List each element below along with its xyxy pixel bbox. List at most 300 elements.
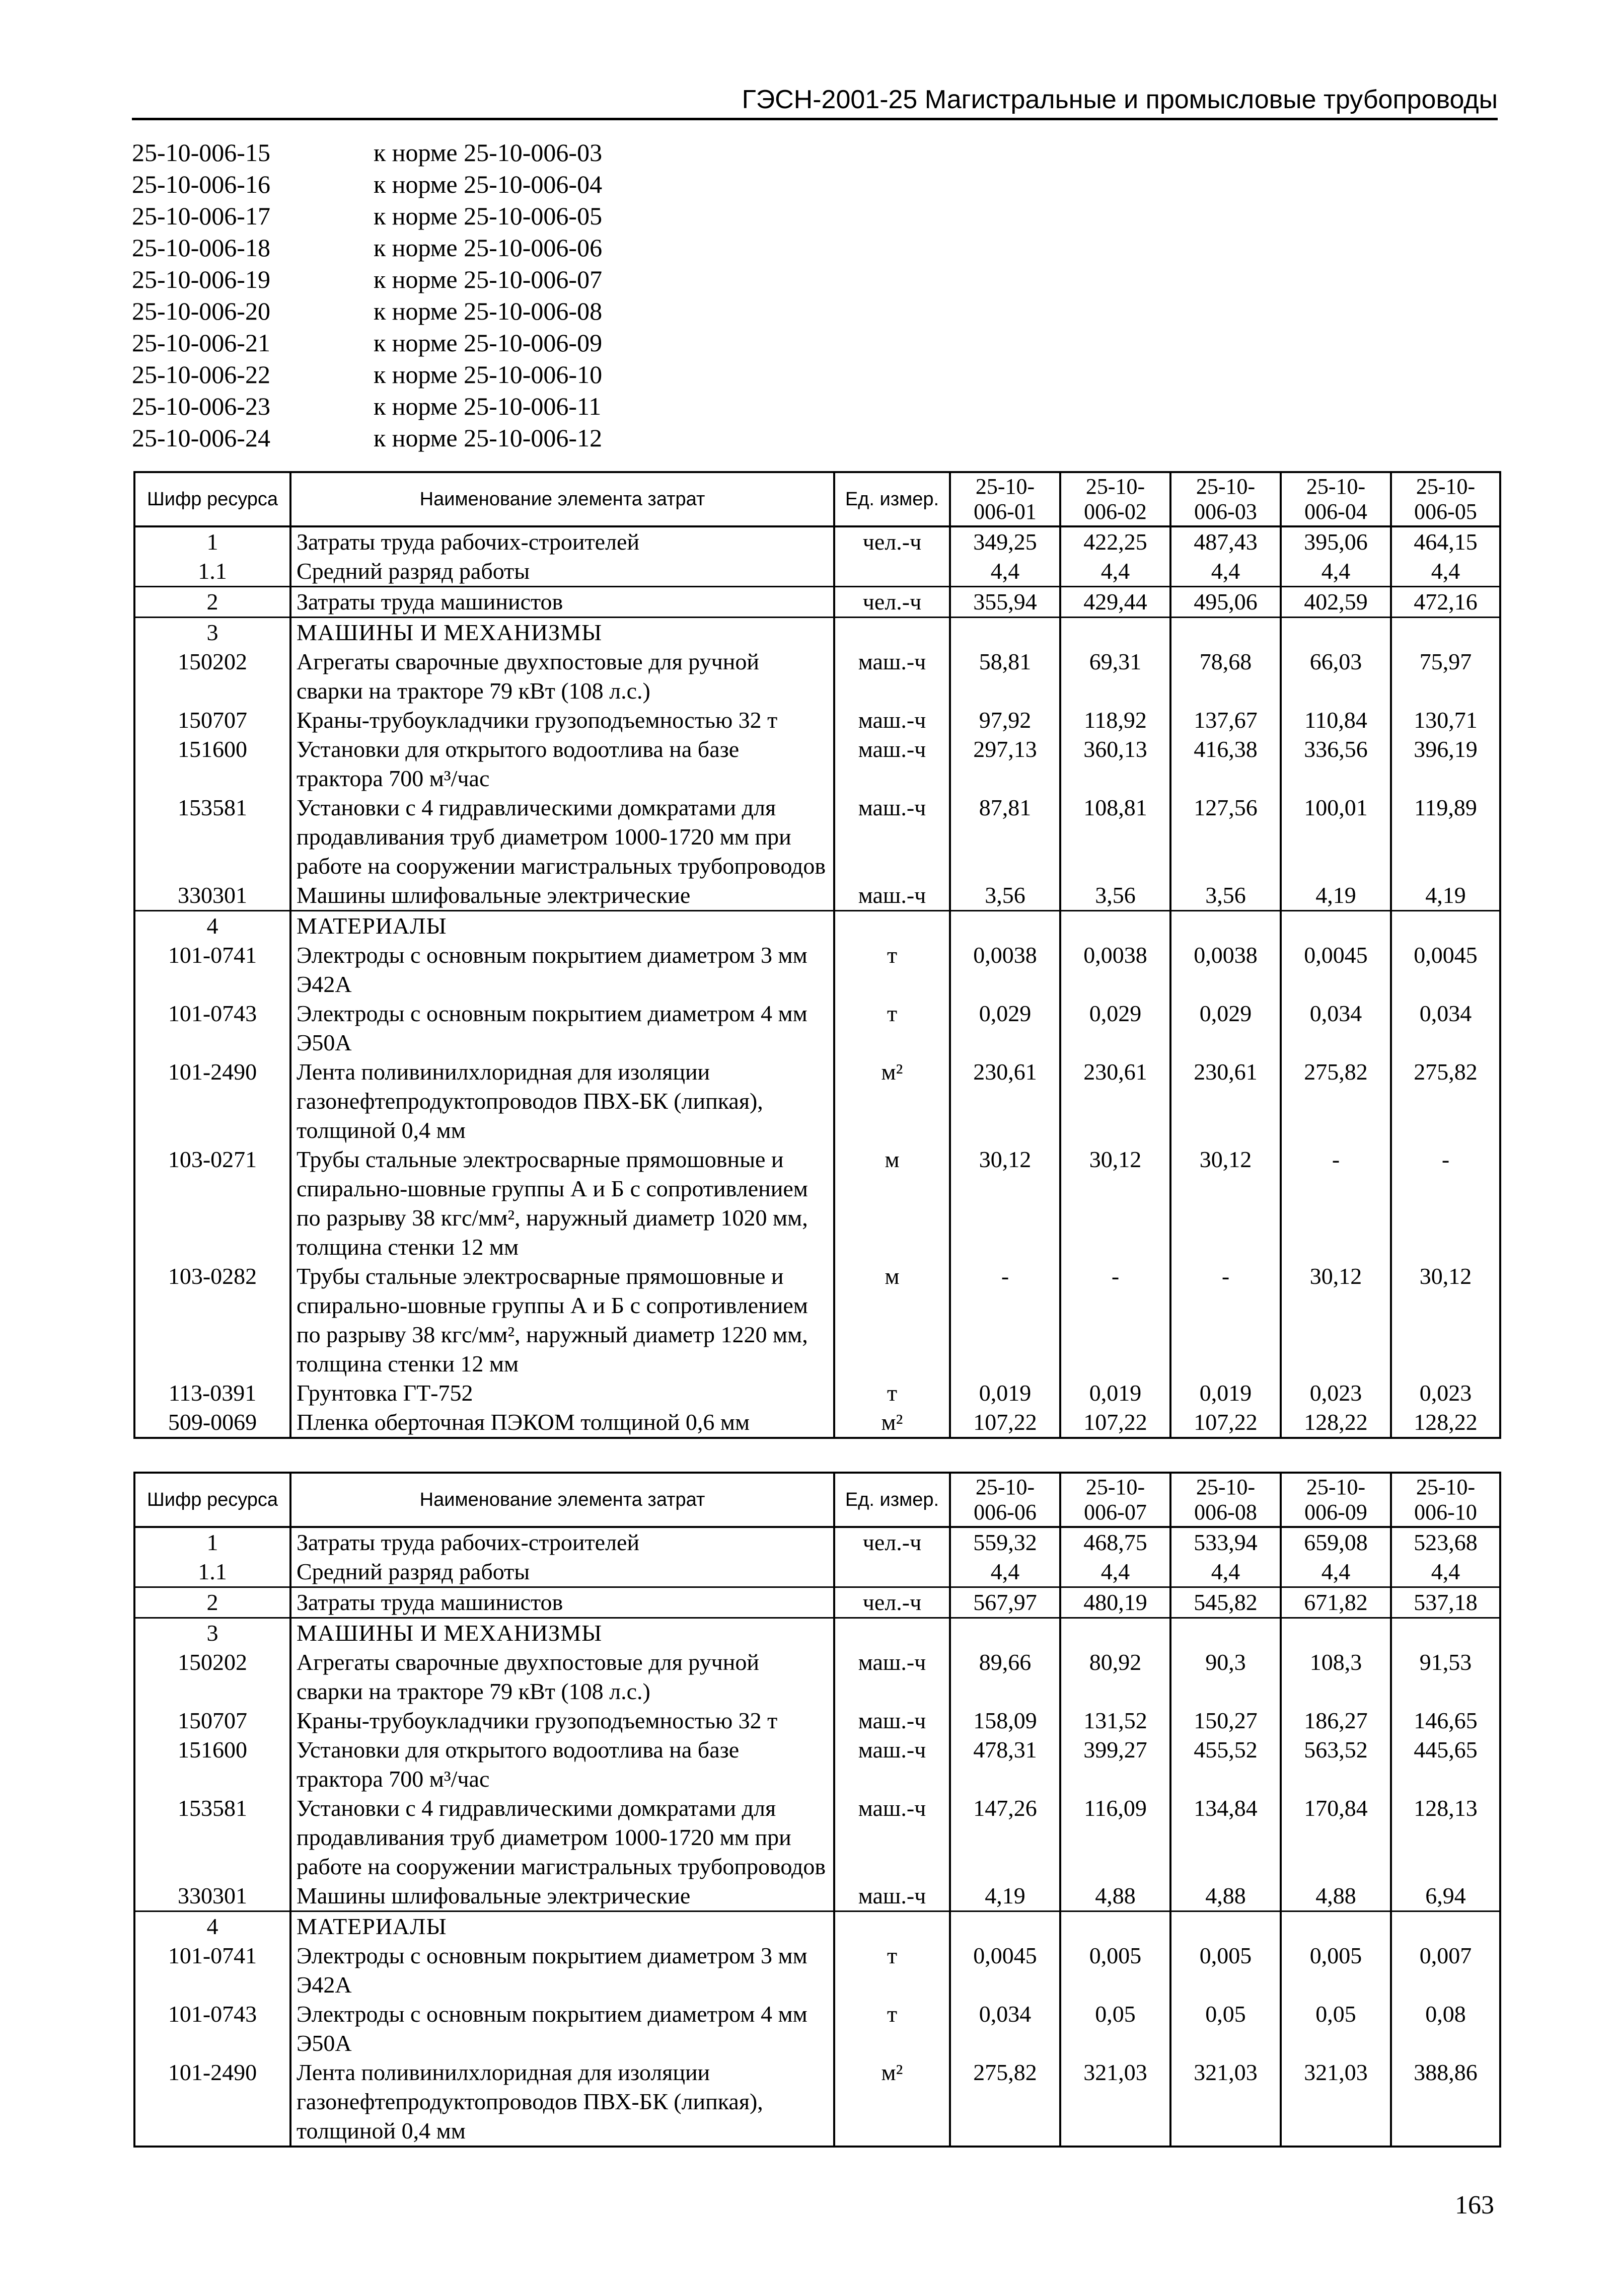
cost-element-name: Грунтовка ГТ-752: [290, 1379, 834, 1408]
table-row: [134, 941, 1500, 999]
value-cell: 230,61: [950, 1057, 1060, 1145]
ref-row: [132, 169, 602, 200]
value-cell: 4,19: [950, 1881, 1060, 1911]
value-cell: [950, 911, 1060, 941]
resource-code: 330301: [134, 881, 290, 911]
value-cell: 396,19: [1391, 735, 1500, 793]
value-cell: 147,26: [950, 1794, 1060, 1881]
value-cell: 4,88: [1170, 1881, 1281, 1911]
value-cell: 3,56: [1060, 881, 1170, 911]
resource-code: 153581: [134, 793, 290, 881]
value-cell: 0,0038: [1170, 941, 1281, 999]
value-cell: 355,94: [950, 587, 1060, 618]
ref-row: [132, 359, 602, 391]
cost-element-name: Агрегаты сварочные двухпостовые для ручной сварки на тракторе 79 кВт (108 л.с.): [290, 647, 834, 706]
ref-row: [132, 137, 602, 169]
value-cell: 0,0045: [1391, 941, 1500, 999]
value-cell: 321,03: [1060, 2058, 1170, 2147]
table-row: [134, 706, 1500, 735]
header-unit: Ед. измер.: [834, 472, 950, 526]
value-cell: 0,005: [1170, 1941, 1281, 2000]
value-cell: 563,52: [1281, 1735, 1391, 1794]
value-cell: 0,034: [950, 2000, 1060, 2058]
ref-norm: к норме 25-10-006-05: [374, 202, 603, 230]
norm-reference-list: [132, 137, 602, 454]
value-cell: 472,16: [1391, 587, 1500, 618]
value-cell: 275,82: [950, 2058, 1060, 2147]
value-cell: 523,68: [1391, 1527, 1500, 1557]
value-cell: 537,18: [1391, 1587, 1500, 1618]
cost-element-name: Краны-трубоукладчики грузоподъемностью 32 т: [290, 1706, 834, 1735]
ref-norm: к норме 25-10-006-11: [374, 392, 602, 420]
ref-norm: к норме 25-10-006-10: [374, 360, 603, 389]
resource-code: 103-0282: [134, 1262, 290, 1379]
header-norm-code: 25-10- 006-10: [1391, 1473, 1500, 1527]
value-cell: -: [950, 1262, 1060, 1379]
value-cell: 118,92: [1060, 706, 1170, 735]
value-cell: 4,4: [1281, 1557, 1391, 1587]
unit-cell: маш.-ч: [834, 1881, 950, 1911]
value-cell: 170,84: [1281, 1794, 1391, 1881]
value-cell: 4,88: [1281, 1881, 1391, 1911]
table-row: [134, 1557, 1500, 1587]
ref-norm: к норме 25-10-006-03: [374, 138, 603, 167]
value-cell: [1281, 911, 1391, 941]
resource-code: 1: [134, 526, 290, 557]
page-number: 163: [1455, 2191, 1494, 2220]
ref-code: 25-10-006-15: [132, 138, 270, 167]
table-row: [134, 587, 1500, 618]
value-cell: [1281, 618, 1391, 648]
value-cell: 30,12: [1281, 1262, 1391, 1379]
value-cell: 4,4: [1060, 1557, 1170, 1587]
value-cell: 0,019: [1060, 1379, 1170, 1408]
value-cell: 130,71: [1391, 706, 1500, 735]
value-cell: 495,06: [1170, 587, 1281, 618]
resource-code: 101-0743: [134, 999, 290, 1057]
value-cell: 128,13: [1391, 1794, 1500, 1881]
value-cell: 429,44: [1060, 587, 1170, 618]
value-cell: 0,05: [1060, 2000, 1170, 2058]
value-cell: 402,59: [1281, 587, 1391, 618]
cost-element-name: Установки с 4 гидравлическими домкратами для продавливания труб диаметром 1000-1720 мм при работе на сооружении магистральных трубопроводов: [290, 1794, 834, 1881]
value-cell: [1170, 618, 1281, 648]
section-row: [134, 1911, 1500, 1942]
value-cell: 336,56: [1281, 735, 1391, 793]
header-title: ГЭСН-2001-25 Магистральные и промысловые трубопроводы: [742, 85, 1498, 114]
section-row: [134, 1618, 1500, 1648]
value-cell: 0,005: [1281, 1941, 1391, 2000]
value-cell: 416,38: [1170, 735, 1281, 793]
value-cell: 0,007: [1391, 1941, 1500, 2000]
value-cell: 108,81: [1060, 793, 1170, 881]
value-cell: 0,029: [1170, 999, 1281, 1057]
section-row: [134, 911, 1500, 941]
ref-row: [132, 264, 602, 295]
table-row: [134, 793, 1500, 881]
table-header-row: [134, 472, 1500, 526]
table-row: [134, 999, 1500, 1057]
value-cell: 0,0038: [1060, 941, 1170, 999]
value-cell: 455,52: [1170, 1735, 1281, 1794]
cost-element-name: Затраты труда машинистов: [290, 587, 834, 618]
table-row: [134, 881, 1500, 911]
unit-cell: маш.-ч: [834, 706, 950, 735]
resource-code: 330301: [134, 1881, 290, 1911]
value-cell: 3,56: [950, 881, 1060, 911]
resource-code: 153581: [134, 1794, 290, 1881]
value-cell: 0,05: [1281, 2000, 1391, 2058]
unit-cell: маш.-ч: [834, 1648, 950, 1706]
ref-row: [132, 232, 602, 264]
resource-code: 2: [134, 1587, 290, 1618]
value-cell: 128,22: [1281, 1408, 1391, 1438]
cost-element-name: Установки для открытого водоотлива на базе трактора 700 м³/час: [290, 1735, 834, 1794]
value-cell: 567,97: [950, 1587, 1060, 1618]
ref-row: [132, 295, 602, 327]
value-cell: 0,019: [1170, 1379, 1281, 1408]
value-cell: 275,82: [1281, 1057, 1391, 1145]
section-title: МАШИНЫ И МЕХАНИЗМЫ: [290, 1618, 834, 1648]
value-cell: [1170, 1911, 1281, 1942]
value-cell: 134,84: [1170, 1794, 1281, 1881]
value-cell: 487,43: [1170, 526, 1281, 557]
ref-row: [132, 327, 602, 359]
resource-code: 101-0741: [134, 1941, 290, 2000]
cost-element-name: Лента поливинилхлоридная для изоляции газонефтепродуктопроводов ПВХ-БК (липкая), толщиной 0,4 мм: [290, 2058, 834, 2147]
cost-element-name: Затраты труда рабочих-строителей: [290, 526, 834, 557]
value-cell: 137,67: [1170, 706, 1281, 735]
value-cell: [1281, 1618, 1391, 1648]
table-row: [134, 2000, 1500, 2058]
table-row: [134, 1527, 1500, 1557]
value-cell: 0,029: [950, 999, 1060, 1057]
resource-code: 3: [134, 1618, 290, 1648]
value-cell: 4,4: [950, 1557, 1060, 1587]
value-cell: 150,27: [1170, 1706, 1281, 1735]
unit-cell: [834, 1557, 950, 1587]
value-cell: 659,08: [1281, 1527, 1391, 1557]
value-cell: 545,82: [1170, 1587, 1281, 1618]
table-row: [134, 1057, 1500, 1145]
value-cell: [950, 1618, 1060, 1648]
resource-code: 3: [134, 618, 290, 648]
cost-element-name: Затраты труда машинистов: [290, 1587, 834, 1618]
ref-row: [132, 422, 602, 454]
unit-cell: м: [834, 1262, 950, 1379]
value-cell: 108,3: [1281, 1648, 1391, 1706]
resource-code: 101-0741: [134, 941, 290, 999]
value-cell: [950, 1911, 1060, 1942]
value-cell: [1281, 1911, 1391, 1942]
value-cell: 480,19: [1060, 1587, 1170, 1618]
cost-element-name: Машины шлифовальные электрические: [290, 881, 834, 911]
value-cell: 399,27: [1060, 1735, 1170, 1794]
unit-cell: т: [834, 999, 950, 1057]
unit-cell: маш.-ч: [834, 1735, 950, 1794]
resource-code: 1: [134, 1527, 290, 1557]
value-cell: 90,3: [1170, 1648, 1281, 1706]
value-cell: -: [1170, 1262, 1281, 1379]
table-row: [134, 1379, 1500, 1408]
value-cell: 445,65: [1391, 1735, 1500, 1794]
value-cell: -: [1281, 1145, 1391, 1262]
value-cell: 6,94: [1391, 1881, 1500, 1911]
cost-element-name: Трубы стальные электросварные прямошовные и спирально-шовные группы А и Б с сопротивлением по разрыву 38 кгс/мм², наружный диаметр 1220 мм, толщина стенки 12 мм: [290, 1262, 834, 1379]
value-cell: 0,05: [1170, 2000, 1281, 2058]
header-norm-code: 25-10- 006-08: [1170, 1473, 1281, 1527]
ref-code: 25-10-006-19: [132, 265, 270, 293]
value-cell: [1060, 1911, 1170, 1942]
value-cell: 30,12: [1060, 1145, 1170, 1262]
value-cell: 110,84: [1281, 706, 1391, 735]
value-cell: 78,68: [1170, 647, 1281, 706]
value-cell: [1391, 1911, 1500, 1942]
value-cell: 91,53: [1391, 1648, 1500, 1706]
cost-element-name: Лента поливинилхлоридная для изоляции газонефтепродуктопроводов ПВХ-БК (липкая), толщиной 0,4 мм: [290, 1057, 834, 1145]
unit-cell: м²: [834, 1408, 950, 1438]
value-cell: 89,66: [950, 1648, 1060, 1706]
value-cell: 0,0045: [950, 1941, 1060, 2000]
resource-table-1: [133, 471, 1501, 1439]
unit-cell: м²: [834, 2058, 950, 2147]
cost-element-name: Агрегаты сварочные двухпостовые для ручной сварки на тракторе 79 кВт (108 л.с.): [290, 1648, 834, 1706]
cost-element-name: Трубы стальные электросварные прямошовные и спирально-шовные группы А и Б с сопротивлением по разрыву 38 кгс/мм², наружный диаметр 1020 мм, толщина стенки 12 мм: [290, 1145, 834, 1262]
unit-cell: т: [834, 1941, 950, 2000]
unit-cell: [834, 557, 950, 587]
resource-code: 113-0391: [134, 1379, 290, 1408]
value-cell: 30,12: [1170, 1145, 1281, 1262]
cost-element-name: Установки с 4 гидравлическими домкратами для продавливания труб диаметром 1000-1720 мм при работе на сооружении магистральных трубопроводов: [290, 793, 834, 881]
value-cell: 422,25: [1060, 526, 1170, 557]
cost-element-name: Пленка оберточная ПЭКОМ толщиной 0,6 мм: [290, 1408, 834, 1438]
value-cell: 0,023: [1391, 1379, 1500, 1408]
value-cell: [1060, 911, 1170, 941]
section-title: МАТЕРИАЛЫ: [290, 1911, 834, 1942]
table-row: [134, 1262, 1500, 1379]
unit-cell: чел.-ч: [834, 526, 950, 557]
value-cell: 0,0038: [950, 941, 1060, 999]
value-cell: 100,01: [1281, 793, 1391, 881]
resource-code: 151600: [134, 735, 290, 793]
value-cell: 4,4: [950, 557, 1060, 587]
resource-code: 4: [134, 911, 290, 941]
value-cell: 395,06: [1281, 526, 1391, 557]
header-resource-code: Шифр ресурса: [134, 1473, 290, 1527]
header-norm-code: 25-10- 006-01: [950, 472, 1060, 526]
unit-cell: [834, 1911, 950, 1942]
cost-element-name: Установки для открытого водоотлива на базе трактора 700 м³/час: [290, 735, 834, 793]
value-cell: [1060, 1618, 1170, 1648]
value-cell: 0,0045: [1281, 941, 1391, 999]
value-cell: 107,22: [950, 1408, 1060, 1438]
unit-cell: чел.-ч: [834, 587, 950, 618]
resource-code: 150202: [134, 647, 290, 706]
value-cell: 80,92: [1060, 1648, 1170, 1706]
resource-code: 2: [134, 587, 290, 618]
table-row: [134, 1145, 1500, 1262]
value-cell: 66,03: [1281, 647, 1391, 706]
ref-code: 25-10-006-24: [132, 424, 270, 452]
value-cell: 30,12: [1391, 1262, 1500, 1379]
value-cell: 321,03: [1281, 2058, 1391, 2147]
ref-code: 25-10-006-22: [132, 360, 270, 389]
resource-code: 150707: [134, 1706, 290, 1735]
ref-norm: к норме 25-10-006-04: [374, 170, 603, 198]
unit-cell: маш.-ч: [834, 647, 950, 706]
value-cell: 388,86: [1391, 2058, 1500, 2147]
header-norm-code: 25-10- 006-02: [1060, 472, 1170, 526]
cost-element-name: Электроды с основным покрытием диаметром 4 мм Э50А: [290, 999, 834, 1057]
header-unit: Ед. измер.: [834, 1473, 950, 1527]
value-cell: 119,89: [1391, 793, 1500, 881]
resource-code: 151600: [134, 1735, 290, 1794]
value-cell: 478,31: [950, 1735, 1060, 1794]
unit-cell: [834, 1618, 950, 1648]
value-cell: 4,4: [1391, 1557, 1500, 1587]
value-cell: 69,31: [1060, 647, 1170, 706]
unit-cell: [834, 911, 950, 941]
value-cell: 146,65: [1391, 1706, 1500, 1735]
value-cell: 4,88: [1060, 1881, 1170, 1911]
value-cell: 297,13: [950, 735, 1060, 793]
value-cell: 533,94: [1170, 1527, 1281, 1557]
value-cell: 4,4: [1170, 557, 1281, 587]
value-cell: 107,22: [1060, 1408, 1170, 1438]
resource-table-2: [133, 1472, 1501, 2148]
header-norm-code: 25-10- 006-04: [1281, 472, 1391, 526]
ref-norm: к норме 25-10-006-07: [374, 265, 603, 293]
unit-cell: маш.-ч: [834, 881, 950, 911]
value-cell: 87,81: [950, 793, 1060, 881]
resource-code: 4: [134, 1911, 290, 1942]
table-row: [134, 647, 1500, 706]
unit-cell: чел.-ч: [834, 1527, 950, 1557]
value-cell: 275,82: [1391, 1057, 1500, 1145]
header-norm-code: 25-10- 006-09: [1281, 1473, 1391, 1527]
table-header-row: [134, 1473, 1500, 1527]
value-cell: [1391, 911, 1500, 941]
ref-code: 25-10-006-23: [132, 392, 270, 420]
table-row: [134, 526, 1500, 557]
cost-element-name: Затраты труда рабочих-строителей: [290, 1527, 834, 1557]
table-row: [134, 557, 1500, 587]
table-row: [134, 1408, 1500, 1438]
value-cell: 4,19: [1281, 881, 1391, 911]
unit-cell: [834, 618, 950, 648]
cost-element-name: Электроды с основным покрытием диаметром 4 мм Э50А: [290, 2000, 834, 2058]
cost-element-name: Электроды с основным покрытием диаметром 3 мм Э42А: [290, 941, 834, 999]
value-cell: 127,56: [1170, 793, 1281, 881]
value-cell: 4,19: [1391, 881, 1500, 911]
unit-cell: т: [834, 1379, 950, 1408]
resource-code: 1.1: [134, 557, 290, 587]
value-cell: 4,4: [1170, 1557, 1281, 1587]
table-row: [134, 1941, 1500, 2000]
cost-element-name: Средний разряд работы: [290, 557, 834, 587]
ref-row: [132, 200, 602, 232]
unit-cell: маш.-ч: [834, 735, 950, 793]
cost-element-name: Электроды с основным покрытием диаметром 3 мм Э42А: [290, 1941, 834, 2000]
resource-code: 103-0271: [134, 1145, 290, 1262]
value-cell: 0,08: [1391, 2000, 1500, 2058]
value-cell: 186,27: [1281, 1706, 1391, 1735]
value-cell: [1170, 1618, 1281, 1648]
value-cell: 3,56: [1170, 881, 1281, 911]
ref-norm: к норме 25-10-006-06: [374, 234, 603, 262]
resource-code: 150707: [134, 706, 290, 735]
value-cell: -: [1391, 1145, 1500, 1262]
header-norm-code: 25-10- 006-05: [1391, 472, 1500, 526]
section-title: МАТЕРИАЛЫ: [290, 911, 834, 941]
resource-code: 509-0069: [134, 1408, 290, 1438]
resource-code: 150202: [134, 1648, 290, 1706]
value-cell: 671,82: [1281, 1587, 1391, 1618]
table-row: [134, 1881, 1500, 1911]
header-norm-code: 25-10- 006-07: [1060, 1473, 1170, 1527]
unit-cell: маш.-ч: [834, 1794, 950, 1881]
table-row: [134, 1794, 1500, 1881]
ref-code: 25-10-006-17: [132, 202, 270, 230]
value-cell: 107,22: [1170, 1408, 1281, 1438]
table-row: [134, 1706, 1500, 1735]
value-cell: 75,97: [1391, 647, 1500, 706]
table-row: [134, 1648, 1500, 1706]
value-cell: 128,22: [1391, 1408, 1500, 1438]
ref-code: 25-10-006-20: [132, 297, 270, 325]
value-cell: 30,12: [950, 1145, 1060, 1262]
value-cell: 0,019: [950, 1379, 1060, 1408]
ref-row: [132, 391, 602, 422]
ref-norm: к норме 25-10-006-09: [374, 329, 603, 357]
value-cell: 0,034: [1391, 999, 1500, 1057]
ref-norm: к норме 25-10-006-12: [374, 424, 603, 452]
page-header: [132, 82, 1498, 120]
header-norm-code: 25-10- 006-06: [950, 1473, 1060, 1527]
value-cell: 559,32: [950, 1527, 1060, 1557]
ref-code: 25-10-006-16: [132, 170, 270, 198]
unit-cell: м²: [834, 1057, 950, 1145]
table-row: [134, 1587, 1500, 1618]
header-resource-code: Шифр ресурса: [134, 472, 290, 526]
value-cell: 468,75: [1060, 1527, 1170, 1557]
value-cell: 131,52: [1060, 1706, 1170, 1735]
header-norm-code: 25-10- 006-03: [1170, 472, 1281, 526]
value-cell: 321,03: [1170, 2058, 1281, 2147]
value-cell: [1391, 618, 1500, 648]
value-cell: [950, 618, 1060, 648]
unit-cell: т: [834, 941, 950, 999]
value-cell: [1391, 1618, 1500, 1648]
unit-cell: т: [834, 2000, 950, 2058]
table-row: [134, 1735, 1500, 1794]
section-row: [134, 618, 1500, 648]
value-cell: 116,09: [1060, 1794, 1170, 1881]
cost-element-name: Краны-трубоукладчики грузоподъемностью 32 т: [290, 706, 834, 735]
unit-cell: маш.-ч: [834, 1706, 950, 1735]
value-cell: 4,4: [1391, 557, 1500, 587]
resource-code: 101-2490: [134, 1057, 290, 1145]
value-cell: 158,09: [950, 1706, 1060, 1735]
resource-code: 101-0743: [134, 2000, 290, 2058]
value-cell: 58,81: [950, 647, 1060, 706]
value-cell: 0,029: [1060, 999, 1170, 1057]
table-row: [134, 2058, 1500, 2147]
value-cell: 0,005: [1060, 1941, 1170, 2000]
section-title: МАШИНЫ И МЕХАНИЗМЫ: [290, 618, 834, 648]
header-cost-element: Наименование элемента затрат: [290, 472, 834, 526]
unit-cell: м: [834, 1145, 950, 1262]
